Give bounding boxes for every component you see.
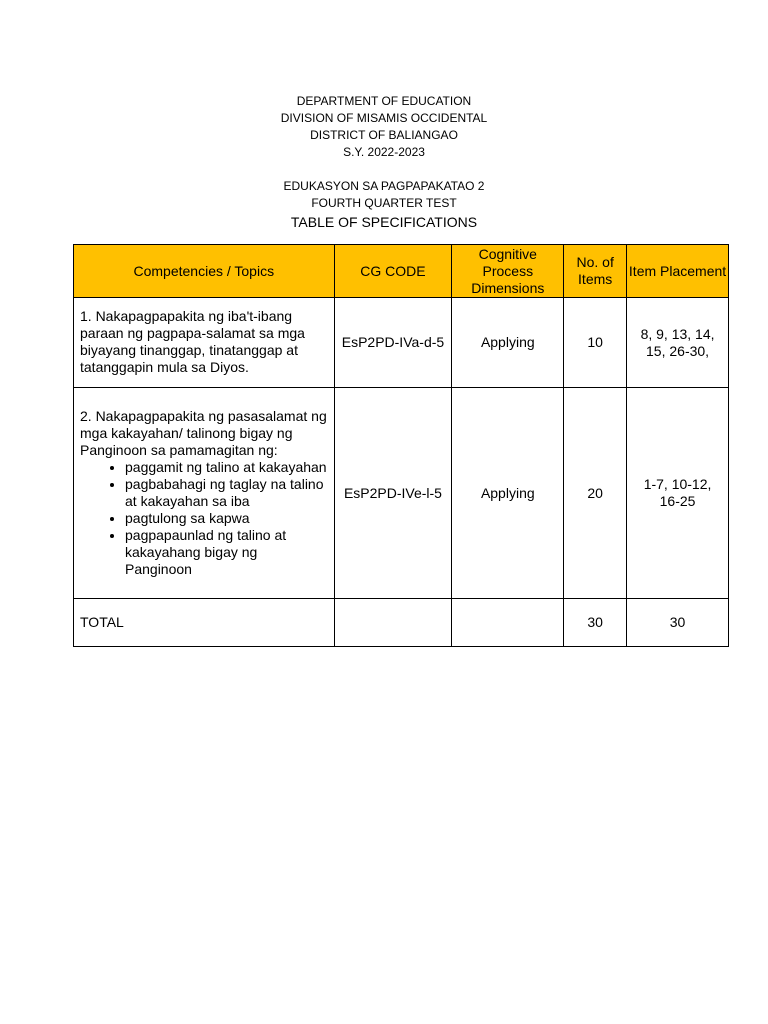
- header-cognitive-process: Cognitive Process Dimensions: [452, 245, 564, 298]
- total-label: TOTAL: [74, 599, 335, 647]
- items-cell: 10: [564, 298, 627, 388]
- division-line: DIVISION OF MISAMIS OCCIDENTAL: [280, 111, 488, 125]
- table-row: [74, 388, 729, 599]
- bullet-item: • pagtulong sa kapwa: [125, 510, 328, 527]
- specifications-table: [73, 244, 729, 647]
- department-line: DEPARTMENT OF EDUCATION: [296, 94, 472, 108]
- header-no-of-items: No. of Items: [564, 245, 627, 298]
- document-header: [0, 93, 768, 231]
- items-cell: 20: [564, 388, 627, 599]
- competency-cell: 1. Nakapagpapakita ng iba't-ibang paraan ng pagpapa-salamat sa mga biyayang tinanggap, tinatanggap at tatanggapin mula sa Diyos.: [74, 298, 335, 388]
- bullet-item: • pagbabahagi ng taglay na talino at kakayahan sa iba: [125, 476, 328, 510]
- table-header-row: [74, 245, 729, 298]
- cg-code-cell: EsP2PD-IVa-d-5: [334, 298, 452, 388]
- competency-cell: [74, 388, 335, 599]
- placement-cell: 8, 9, 13, 14, 15, 26-30,: [627, 298, 729, 388]
- header-item-placement: Item Placement: [627, 245, 729, 298]
- total-cognitive-cell: [452, 599, 564, 647]
- subject-line: EDUKASYON SA PAGPAPAKATAO 2: [283, 179, 485, 193]
- competency-bullet-list: [80, 459, 328, 578]
- header-competencies: Competencies / Topics: [74, 245, 335, 298]
- competency-text: 2. Nakapagpapakita ng pasasalamat ng mga kakayahan/ talinong bigay ng Panginoon sa pamamagitan ng:: [80, 407, 327, 458]
- cognitive-cell: Applying: [452, 388, 564, 599]
- cg-code-cell: EsP2PD-IVe-l-5: [334, 388, 452, 599]
- school-year-line: S.Y. 2022-2023: [343, 145, 425, 159]
- document-title: TABLE OF SPECIFICATIONS: [290, 214, 478, 230]
- district-line: DISTRICT OF BALIANGAO: [310, 128, 458, 142]
- total-items-cell: 30: [564, 599, 627, 647]
- bullet-item: • paggamit ng talino at kakayahan: [125, 459, 328, 476]
- cognitive-cell: Applying: [452, 298, 564, 388]
- quarter-line: FOURTH QUARTER TEST: [311, 196, 457, 210]
- total-cg-code-cell: [334, 599, 452, 647]
- total-row: [74, 599, 729, 647]
- header-cg-code: CG CODE: [334, 245, 452, 298]
- header-gap: [0, 161, 768, 178]
- total-placement-cell: 30: [627, 599, 729, 647]
- bullet-item: • pagpapaunlad ng talino at kakayahang bigay ng Panginoon: [125, 527, 328, 578]
- table-row: [74, 298, 729, 388]
- placement-cell: 1-7, 10-12, 16-25: [627, 388, 729, 599]
